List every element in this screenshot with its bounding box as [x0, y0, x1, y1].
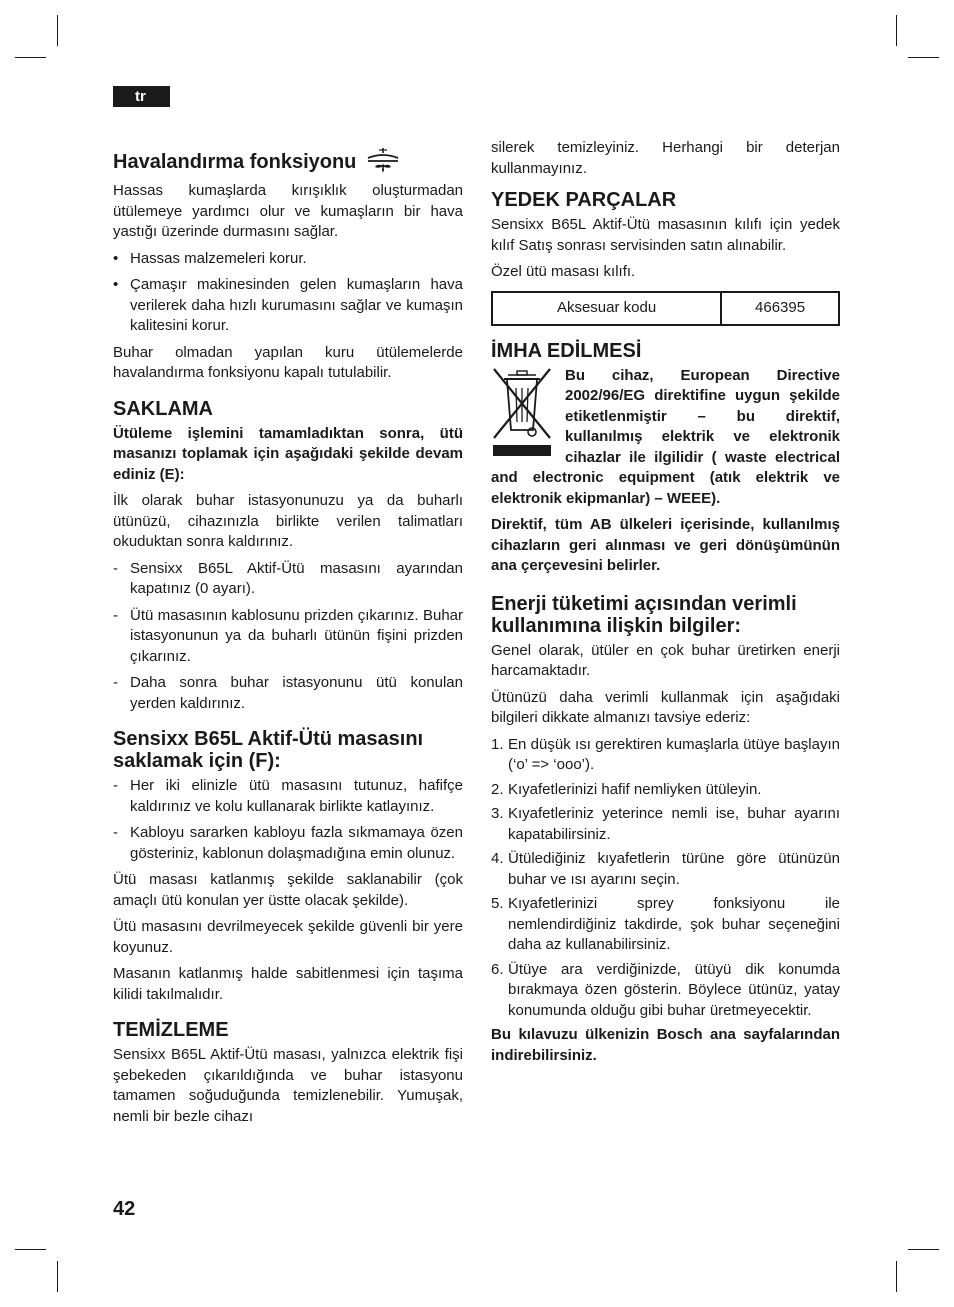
table-cell-label: Aksesuar kodu: [492, 292, 721, 325]
number-marker: 2.: [491, 780, 504, 798]
crop-mark: [908, 1249, 939, 1250]
page-number: 42: [113, 1198, 136, 1220]
list-item: 5. Kıyafetlerinizi sprey fonksiyonu ile nemlendirdiğiniz takdirde, şok buhar seçeneğini daha az kullanabilirsiniz.: [491, 895, 840, 953]
paragraph: Özel ütü masası kılıfı.: [491, 263, 636, 280]
number-marker: 1.: [491, 735, 504, 753]
list-item: • Çamaşır makinesinden gelen kumaşların hava verilerek daha hızlı kurumasını sağlar ve kumaşın kalitesini korur.: [113, 276, 463, 334]
dash-marker: -: [113, 559, 118, 577]
section-title-store-board: Sensixx B65L Aktif-Ütü masasını saklamak için (F):: [113, 728, 424, 772]
section-title-spare-parts: YEDEK PARÇALAR: [491, 189, 677, 211]
ventilation-fan-icon: [366, 148, 400, 177]
paragraph: Genel olarak, ütüler en çok buhar üretirken enerji harcamaktadır.: [491, 641, 840, 679]
list-item: - Ütü masasının kablosunu prizden çıkarınız. Buhar istasyonunun ya da buharlı ütünün fişini prizden çıkarınız.: [113, 606, 463, 665]
crop-mark: [908, 57, 939, 58]
bold-paragraph: Direktif, tüm AB ülkeleri içerisinde, kullanılmış cihazların geri alınması ve geri dönüşümünün ana çerçevesini belirler.: [491, 516, 840, 574]
section-title-energy: Enerji tüketimi açısından verimli kullanımına ilişkin bilgiler:: [491, 592, 797, 637]
bold-paragraph: Ütüleme işlemini tamamladıktan sonra, ütü masanızı toplamak için aşağıdaki şekilde devam ediniz (E):: [113, 424, 463, 483]
crop-mark: [15, 1249, 46, 1250]
paragraph: Ütü masası katlanmış şekilde saklanabilir (çok amaçlı ütü konulan yer üstte olacak şekilde).: [113, 871, 463, 909]
list-item: - Daha sonra buhar istasyonunu ütü konulan yerden kaldırınız.: [113, 674, 463, 712]
list-item: 6. Ütüye ara verdiğinizde, ütüyü dik konumda bırakmaya özen gösterin. Böylece ütünüz, yatay konumunda olduğu gibi buhar üretmeyecektir.: [491, 960, 840, 1019]
section-title-cleaning: TEMİZLEME: [113, 1019, 229, 1041]
dash-marker: -: [113, 824, 118, 841]
number-marker: 3.: [491, 805, 504, 822]
table-cell-value: 466395: [721, 292, 839, 325]
section-title-ventilation: Havalandırma fonksiyonu: [113, 148, 463, 177]
paragraph: Buhar olmadan yapılan kuru ütülemelerde havalandırma fonksiyonu kapalı tutulabilir.: [113, 343, 463, 381]
list-item: 3. Kıyafetleriniz yeterince nemli ise, buhar ayarını kapatabilirsiniz.: [491, 805, 840, 843]
paragraph: Ütü masasını devrilmeyecek şekilde güvenli bir yere koyunuz.: [113, 918, 463, 956]
paragraph: Masanın katlanmış halde sabitlenmesi için taşıma kilidi takılmalıdır.: [113, 965, 463, 1003]
number-marker: 6.: [491, 960, 504, 978]
paragraph: Sensixx B65L Aktif-Ütü masasının kılıfı için yedek kılıf Satış sonrası servisinden satın alınabilir.: [491, 216, 840, 254]
list-item: - Kabloyu sararken kabloyu fazla sıkmamaya özen gösteriniz, kablonun dolaşmadığına emin olunuz.: [113, 824, 463, 862]
paragraph: silerek temizleyiniz. Herhangi bir deterjan kullanmayınız.: [491, 139, 840, 177]
crop-mark: [896, 15, 897, 46]
section-title-storage: SAKLAMA: [113, 397, 213, 420]
crop-mark: [57, 15, 58, 46]
crossed-out-wheelie-bin-icon: [491, 366, 553, 458]
number-marker: 5.: [491, 895, 504, 912]
bullet-marker: •: [113, 276, 119, 293]
number-marker: 4.: [491, 850, 504, 867]
language-badge: tr: [113, 86, 170, 107]
bold-paragraph: Bu kılavuzu ülkenizin Bosch ana sayfalarından indirebilirsiniz.: [491, 1026, 840, 1064]
accessory-code-table: [491, 291, 840, 326]
crop-mark: [896, 1261, 897, 1292]
bullet-marker: •: [113, 249, 119, 267]
weee-notice: [491, 366, 840, 516]
paragraph: İlk olarak buhar istasyonunuzu ya da buharlı ütünüzü, cihazınızla birlikte verilen talimatları okuduktan sonra kaldırınız.: [113, 492, 463, 550]
paragraph: Sensixx B65L Aktif-Ütü masası, yalnızca elektrik fişi şebekeden çıkarıldığında ve buhar istasyonu tamamen soğuduğunda temizlenebilir. Yumuşak, nemli bir bezle cihazı: [113, 1046, 463, 1125]
paragraph: Hassas kumaşlarda kırışıklık oluşturmadan ütülemeye yardımcı olur ve kumaşların bir hava yastığı üzerinde durmasını sağlar.: [113, 182, 463, 240]
crop-mark: [15, 57, 46, 58]
paragraph: Ütünüzü daha verimli kullanmak için aşağıdaki bilgileri dikkate almanızı tavsiye ederiz:: [491, 688, 840, 726]
list-item: 2. Kıyafetlerinizi hafif nemliyken ütüleyin.: [491, 780, 840, 801]
list-item: 4. Ütülediğiniz kıyafetlerin türüne göre ütünüzün buhar ve ısı ayarını seçin.: [491, 850, 840, 888]
list-item: - Sensixx B65L Aktif-Ütü masasını ayarından kapatınız (0 ayarı).: [113, 559, 463, 597]
dash-marker: -: [113, 606, 118, 624]
crop-mark: [57, 1261, 58, 1292]
bold-paragraph: Bu cihaz, European Directive 2002/96/EG direktifine uygun şekilde etiketlenmiştir – bu direktif, kullanılmış elektrik ve elektronik cihazlar ile ilgilidir ( waste electrical and electronic equipment (atık elektrik ve elektronik ekipmanlar) – WEEE).: [491, 366, 840, 507]
right-column: [491, 138, 840, 1072]
section-title-disposal: İMHA EDİLMESİ: [491, 339, 642, 362]
table-row: [492, 292, 839, 325]
dash-marker: -: [113, 777, 118, 794]
dash-marker: -: [113, 674, 118, 691]
list-item: • Hassas malzemeleri korur.: [113, 249, 463, 270]
list-item: - Her iki elinizle ütü masasını tutunuz, hafifçe kaldırınız ve kolu kullanarak birlikte katlayınız.: [113, 777, 463, 815]
list-item: 1. En düşük ısı gerektiren kumaşlarla ütüye başlayın (‘o’ => ‘ooo’).: [491, 735, 840, 773]
left-column: [113, 138, 463, 1133]
